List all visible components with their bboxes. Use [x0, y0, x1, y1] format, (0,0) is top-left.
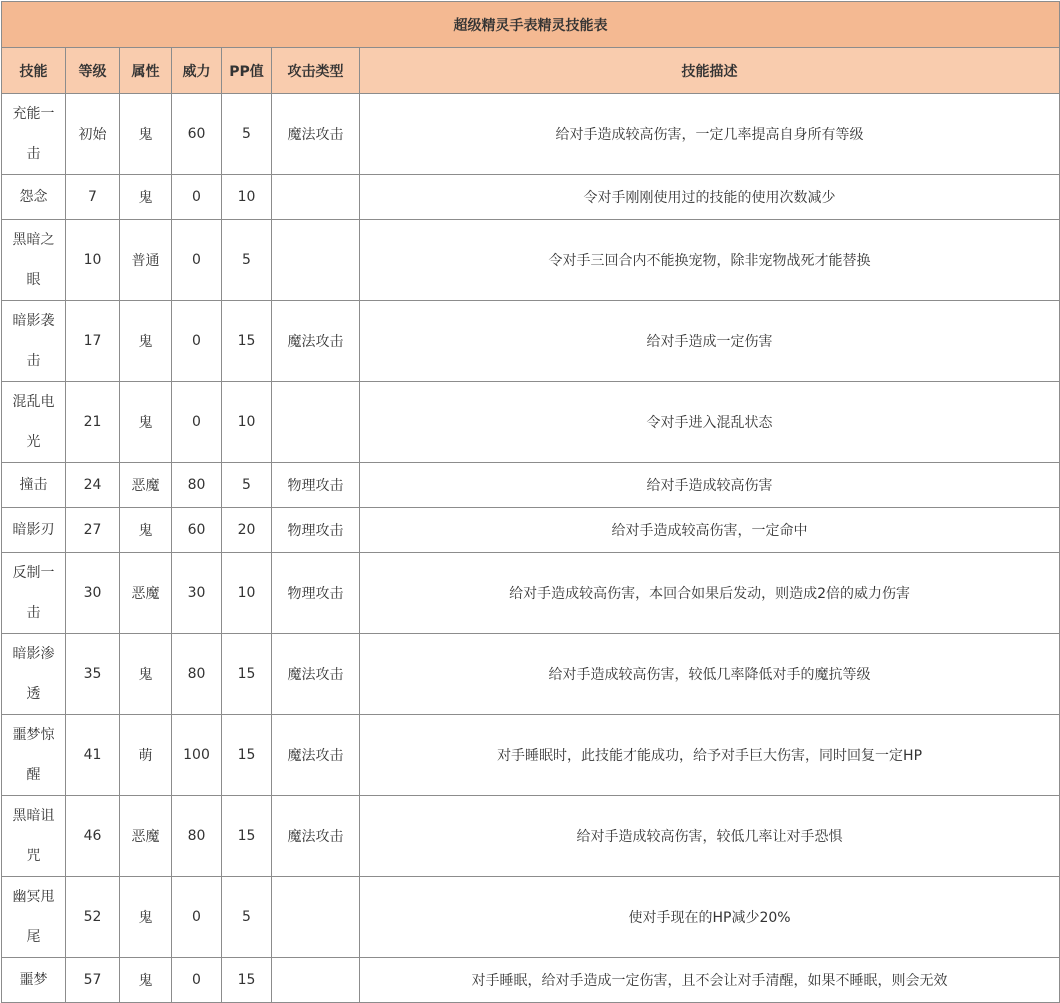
skill-level: 30 [66, 553, 120, 634]
skill-description: 给对手造成一定伤害 [360, 301, 1060, 382]
table-header-row [2, 48, 1060, 94]
skill-name: 怨念 [2, 175, 66, 220]
table-row [2, 220, 1060, 301]
skill-pp: 15 [222, 958, 272, 1003]
skill-level: 24 [66, 463, 120, 508]
skill-level: 10 [66, 220, 120, 301]
skill-name: 暗影刃 [2, 508, 66, 553]
skill-description: 给对手造成较高伤害，一定几率提高自身所有等级 [360, 94, 1060, 175]
skill-pp: 10 [222, 382, 272, 463]
skill-level: 52 [66, 877, 120, 958]
table-row [2, 175, 1060, 220]
skill-power: 80 [172, 463, 222, 508]
skill-description: 给对手造成较高伤害，一定命中 [360, 508, 1060, 553]
skill-pp: 5 [222, 94, 272, 175]
skill-pp: 10 [222, 175, 272, 220]
table-title-row [2, 2, 1060, 48]
table-title: 超级精灵手表精灵技能表 [2, 2, 1060, 48]
header-name: 技能 [2, 48, 66, 94]
skill-power: 0 [172, 382, 222, 463]
skill-type: 萌 [120, 715, 172, 796]
table-row [2, 301, 1060, 382]
skill-attack-type: 物理攻击 [272, 508, 360, 553]
skill-table [1, 1, 1060, 1003]
skill-pp: 5 [222, 463, 272, 508]
table-row [2, 94, 1060, 175]
skill-power: 80 [172, 634, 222, 715]
skill-pp: 20 [222, 508, 272, 553]
skill-type: 鬼 [120, 94, 172, 175]
skill-description: 令对手三回合内不能换宠物，除非宠物战死才能替换 [360, 220, 1060, 301]
skill-attack-type: 物理攻击 [272, 463, 360, 508]
skill-level: 17 [66, 301, 120, 382]
skill-power: 0 [172, 877, 222, 958]
skill-pp: 15 [222, 634, 272, 715]
skill-type: 恶魔 [120, 463, 172, 508]
skill-pp: 10 [222, 553, 272, 634]
skill-level: 21 [66, 382, 120, 463]
table-row [2, 463, 1060, 508]
skill-description: 令对手进入混乱状态 [360, 382, 1060, 463]
skill-name: 暗影袭击 [2, 301, 66, 382]
skill-pp: 5 [222, 220, 272, 301]
skill-power: 0 [172, 958, 222, 1003]
table-row [2, 634, 1060, 715]
skill-pp: 5 [222, 877, 272, 958]
table-row [2, 877, 1060, 958]
skill-power: 30 [172, 553, 222, 634]
header-attack-type: 攻击类型 [272, 48, 360, 94]
skill-attack-type: 魔法攻击 [272, 94, 360, 175]
skill-name: 反制一击 [2, 553, 66, 634]
table-row [2, 796, 1060, 877]
skill-attack-type [272, 220, 360, 301]
skill-level: 41 [66, 715, 120, 796]
skill-power: 60 [172, 94, 222, 175]
skill-type: 鬼 [120, 175, 172, 220]
skill-type: 鬼 [120, 508, 172, 553]
skill-name: 噩梦 [2, 958, 66, 1003]
header-power: 威力 [172, 48, 222, 94]
skill-name: 暗影渗透 [2, 634, 66, 715]
skill-description: 给对手造成较高伤害 [360, 463, 1060, 508]
skill-attack-type: 魔法攻击 [272, 796, 360, 877]
skill-type: 鬼 [120, 382, 172, 463]
skill-power: 80 [172, 796, 222, 877]
skill-pp: 15 [222, 796, 272, 877]
skill-attack-type: 魔法攻击 [272, 715, 360, 796]
skill-description: 对手睡眠时，此技能才能成功，给予对手巨大伤害，同时回复一定HP [360, 715, 1060, 796]
skill-name: 噩梦惊醒 [2, 715, 66, 796]
skill-attack-type [272, 382, 360, 463]
skill-type: 恶魔 [120, 553, 172, 634]
skill-type: 鬼 [120, 877, 172, 958]
skill-attack-type: 物理攻击 [272, 553, 360, 634]
table-row [2, 715, 1060, 796]
skill-attack-type [272, 175, 360, 220]
skill-pp: 15 [222, 301, 272, 382]
skill-attack-type [272, 877, 360, 958]
table-row [2, 553, 1060, 634]
header-level: 等级 [66, 48, 120, 94]
skill-level: 27 [66, 508, 120, 553]
skill-name: 黑暗之眼 [2, 220, 66, 301]
skill-power: 0 [172, 220, 222, 301]
skill-type: 普通 [120, 220, 172, 301]
skill-attack-type: 魔法攻击 [272, 634, 360, 715]
skill-name: 充能一击 [2, 94, 66, 175]
skill-level: 初始 [66, 94, 120, 175]
skill-level: 57 [66, 958, 120, 1003]
skill-description: 使对手现在的HP减少20% [360, 877, 1060, 958]
skill-power: 0 [172, 301, 222, 382]
skill-type: 恶魔 [120, 796, 172, 877]
header-pp: PP值 [222, 48, 272, 94]
skill-name: 撞击 [2, 463, 66, 508]
skill-name: 混乱电光 [2, 382, 66, 463]
header-type: 属性 [120, 48, 172, 94]
skill-power: 100 [172, 715, 222, 796]
skill-name: 幽冥甩尾 [2, 877, 66, 958]
skill-description: 对手睡眠，给对手造成一定伤害，且不会让对手清醒，如果不睡眠，则会无效 [360, 958, 1060, 1003]
skill-pp: 15 [222, 715, 272, 796]
skill-level: 35 [66, 634, 120, 715]
header-description: 技能描述 [360, 48, 1060, 94]
skill-description: 给对手造成较高伤害，本回合如果后发动，则造成2倍的威力伤害 [360, 553, 1060, 634]
skill-level: 46 [66, 796, 120, 877]
skill-type: 鬼 [120, 958, 172, 1003]
skill-attack-type: 魔法攻击 [272, 301, 360, 382]
skill-description: 给对手造成较高伤害，较低几率让对手恐惧 [360, 796, 1060, 877]
skill-description: 给对手造成较高伤害，较低几率降低对手的魔抗等级 [360, 634, 1060, 715]
skill-name: 黑暗诅咒 [2, 796, 66, 877]
skill-level: 7 [66, 175, 120, 220]
skill-power: 0 [172, 175, 222, 220]
table-row [2, 382, 1060, 463]
skill-description: 令对手刚刚使用过的技能的使用次数减少 [360, 175, 1060, 220]
table-row [2, 508, 1060, 553]
skill-power: 60 [172, 508, 222, 553]
skill-type: 鬼 [120, 301, 172, 382]
skill-type: 鬼 [120, 634, 172, 715]
